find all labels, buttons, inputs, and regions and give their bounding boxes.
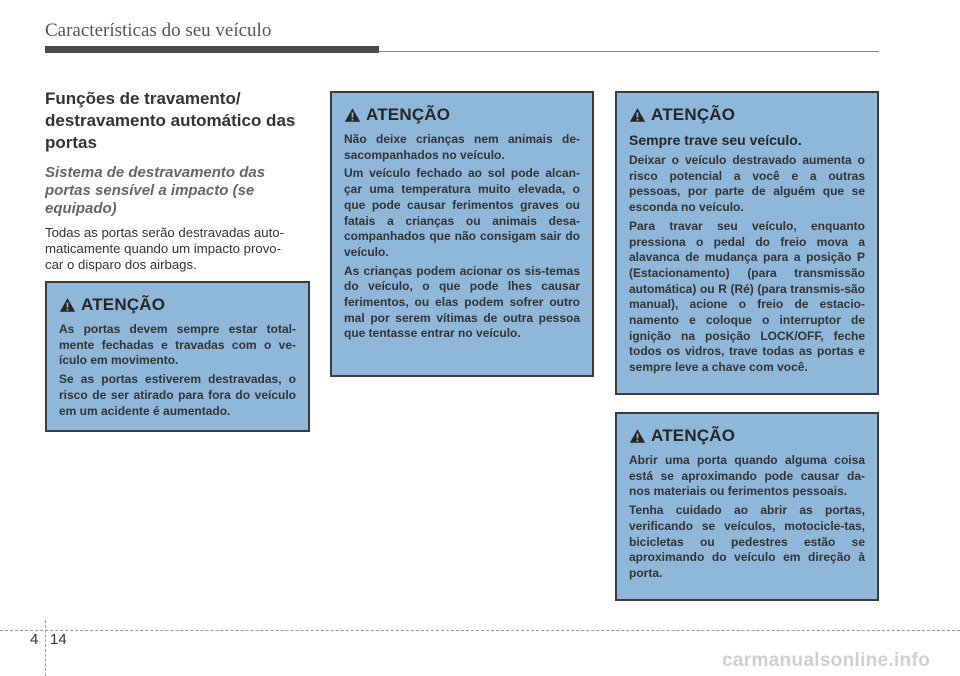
warning-paragraph: As crianças podem acionar os sis-temas do veículo, o que pode lhes causar ferimentos, ou elas podem sofrer outro mal por serem vítimas de outra pessoa que tentasse entrar no veículo. (344, 263, 580, 341)
warning-title: ATENÇÃO (651, 426, 736, 445)
footer-vertical-divider (45, 620, 46, 676)
warning-box-door-locking (45, 281, 310, 432)
warning-paragraph: Para travar seu veículo, enquanto pressiona o pedal do freio mova a alavanca de mudança para a posição P (Estacionamento) (para transmissão automática) ou R (Ré) (para transmis-são manual), acione o freio de estacio-namento e coloque o interruptor de ignição na posição LOCK/OFF, feche todos os vidros, trave todas as portas e sempre leve a chave com você. (629, 218, 865, 375)
warning-paragraph: As portas devem sempre estar total-mente fechadas e travadas com o ve-ículo em movimento. (59, 322, 296, 368)
warning-subtitle: Sempre trave seu veículo. (629, 132, 802, 148)
warning-paragraph: Não deixe crianças nem animais de-sacompanhados no veículo. (344, 132, 580, 162)
warning-paragraph: Um veículo fechado ao sol pode alcan-çar uma temperatura muito elevada, o que pode causar ferimentos graves ou fatais a crianças ou animais desa-companhados que não consigam sair do veículo. (344, 166, 580, 259)
header-title: Características do seu veículo (45, 20, 272, 41)
watermark: carmanualsonline.info (722, 650, 930, 671)
warning-paragraph: Se as portas estiverem destravadas, o risco de ser atirado para fora do veículo em um acidente é aumentado. (59, 372, 296, 418)
section-body (45, 225, 310, 273)
warning-paragraph: Deixar o veículo destravado aumenta o risco potencial a você e a outras pessoas, por parte de alguém que se esconda no veículo. (629, 153, 865, 215)
warning-box-children-animals (330, 91, 594, 377)
section-body-line: Todas as portas serão destravadas auto- (45, 225, 284, 240)
section-subtitle-line: equipado) (45, 200, 117, 217)
section-subtitle-line: portas sensível a impacto (se (45, 182, 255, 199)
section-column (45, 88, 310, 273)
header-rule (379, 51, 879, 52)
footer-divider (0, 630, 960, 631)
warning-box-always-lock (615, 91, 879, 395)
warning-triangle-icon (629, 107, 646, 123)
warning-header (629, 105, 865, 125)
warning-header (344, 105, 580, 125)
header-bar (45, 46, 379, 53)
section-title-line: Funções de travamento/ (45, 89, 241, 108)
warning-paragraph: Abrir uma porta quando alguma coisa está se aproximando pode causar da-nos materiais ou ferimentos pessoais. (629, 453, 865, 499)
warning-header (629, 426, 865, 446)
section-subtitle-line: Sistema de destravamento das (45, 164, 266, 181)
warning-paragraph: Tenha cuidado ao abrir as portas, verificando se veículos, motocicle-tas, bicicletas ou pedestres estão se aproximando do veículo em direção à porta. (629, 503, 865, 580)
page-number: 14 (50, 631, 67, 648)
section-title-line: portas (45, 133, 97, 152)
warning-box-opening-doors (615, 412, 879, 601)
warning-title: ATENÇÃO (651, 105, 736, 124)
warning-header (59, 295, 296, 315)
section-body-line: car o disparo dos airbags. (45, 257, 197, 272)
warning-triangle-icon (59, 297, 76, 313)
section-title (45, 88, 310, 154)
warning-title: ATENÇÃO (81, 295, 166, 314)
section-subtitle (45, 164, 310, 218)
section-body-line: maticamente quando um impacto provo- (45, 241, 282, 256)
warning-triangle-icon (629, 428, 646, 444)
warning-title: ATENÇÃO (366, 105, 451, 124)
section-title-line: destravamento automático das (45, 111, 296, 130)
chapter-number: 4 (30, 631, 39, 648)
warning-triangle-icon (344, 107, 361, 123)
